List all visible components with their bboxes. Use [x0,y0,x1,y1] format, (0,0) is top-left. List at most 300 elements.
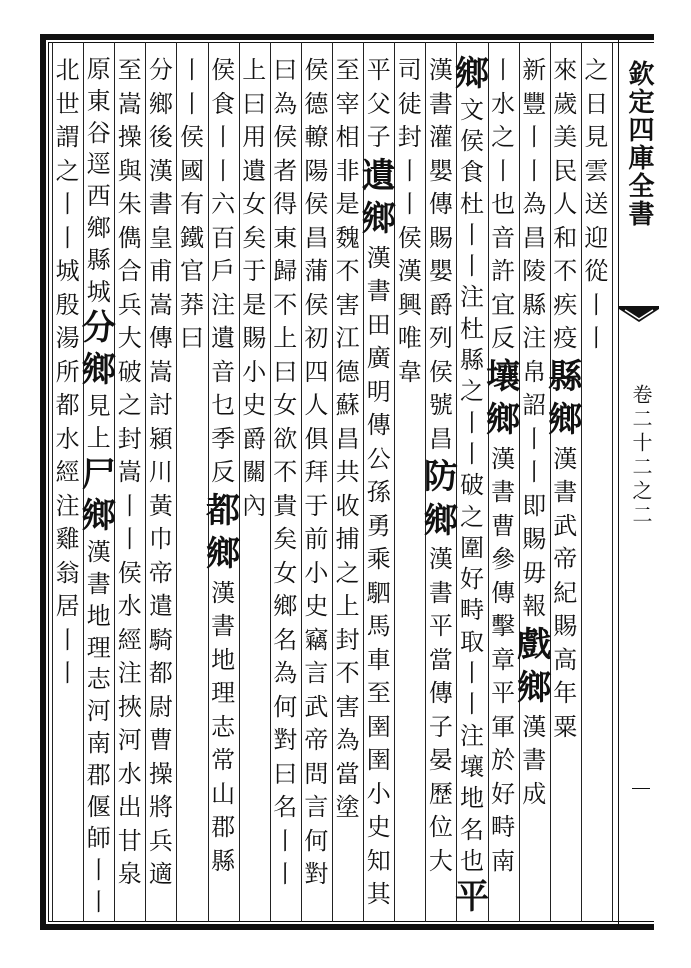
text-char: 平 [428,612,453,641]
text-char: 北 [55,56,80,84]
text-char: 上 [86,423,111,452]
text-char: 之 [584,56,609,84]
text-char: 丨 [55,190,80,218]
entry-heading-char: 壤 [486,356,521,397]
text-char: 丨 [55,223,80,252]
text-char: 昌 [335,424,360,453]
text-char: 宰 [335,89,360,118]
entry-heading-char: 戲 [517,624,552,665]
text-char: 曹 [148,726,173,754]
text-char: 書 [428,578,453,607]
text-char: 拜 [304,458,329,486]
text-char: 城 [86,277,111,306]
text-char: 郡 [211,813,236,842]
text-char: 武 [304,692,329,721]
text-char: 小 [366,779,391,808]
text-char: 食 [211,89,236,118]
text-char: 侯 [180,123,204,151]
text-char: 共 [335,458,360,486]
text-char: 即 [522,491,547,520]
text-char: 偃 [86,792,111,821]
text-char: 莽 [180,290,204,319]
text-char: 見 [584,123,609,151]
text-char: 陵 [522,257,547,285]
text-char: 原 [86,55,111,83]
text-char: 注 [55,491,80,520]
fish-tail-mark [619,306,659,324]
text-char: 漢 [553,444,578,473]
text-char: 德 [335,357,360,386]
text-char: 人 [304,391,329,419]
text-char: 平 [366,56,391,84]
text-char: 之 [117,391,142,419]
text-char: 西 [86,182,111,211]
text-char: 百 [211,223,236,252]
text-char: 水 [117,592,142,620]
text-char: 年 [553,679,578,708]
text-char: 丨 [522,156,547,185]
text-char: 挾 [117,692,142,721]
text-char: 丨 [491,56,516,84]
text-char: 迎 [584,223,609,252]
text-char: 擊 [491,612,516,641]
text-char: 壤 [460,752,484,781]
text-char: 書 [86,569,111,598]
text-char: 東 [86,86,111,115]
text-char: 南 [491,846,516,875]
text-char: 史 [242,391,267,419]
text-char: 河 [86,697,111,726]
text-char: 不 [273,458,298,486]
entry-heading-char: 防 [423,457,458,497]
text-char: 水 [55,424,80,453]
text-char: 官 [180,257,204,285]
text-column [48,54,88,914]
text-char: 昌 [522,223,547,252]
text-char: 傳 [491,578,516,607]
text-char: 遣 [148,592,173,620]
text-char: 水 [117,759,142,788]
entry-heading-char: 平 [455,877,489,918]
text-char: 車 [366,645,391,674]
text-char: 用 [242,123,267,151]
text-char: 儁 [117,223,142,252]
text-char: 蘇 [335,391,360,419]
margin-tick [632,788,650,789]
text-char: 矣 [273,525,298,553]
text-char: 東 [273,223,298,252]
text-char: 不 [273,290,298,319]
text-char: 害 [335,290,360,319]
text-char: 言 [304,793,329,821]
text-char: 大 [117,324,142,352]
text-char: 帝 [553,545,578,574]
text-char: 賜 [522,525,547,553]
text-char: 縣 [211,846,236,875]
text-char: 女 [273,558,298,587]
text-char: 後 [148,123,173,151]
text-char: 廣 [366,344,391,373]
text-char: 漢 [428,545,453,574]
text-char: 水 [491,89,516,118]
entry-heading-char: 鄉 [548,400,583,441]
text-char: 侯 [211,56,236,84]
text-char: 之 [55,156,80,185]
text-char: 和 [553,223,578,252]
text-char: 昌 [428,424,453,453]
text-char: 其 [366,880,391,909]
text-char: 成 [522,779,547,808]
text-char: 不 [335,659,360,687]
text-char: 軍 [491,712,516,741]
text-char: 為 [522,190,547,218]
text-char: 河 [117,726,142,754]
text-char: 至 [117,56,142,84]
text-char: 志 [86,665,111,694]
text-char: 好 [460,565,484,594]
text-char: 名 [273,625,298,654]
text-char: 曹 [491,511,516,540]
text-char: 書 [366,277,391,306]
text-char: 師 [86,824,111,853]
text-char: 位 [428,813,453,842]
text-char: 丨 [460,252,484,281]
text-char: 丨 [460,439,484,468]
text-char: 貴 [273,491,298,520]
text-char: 雲 [584,156,609,185]
text-char: 之 [335,558,360,587]
text-char: 于 [242,257,267,285]
text-char: 書 [148,190,173,218]
text-char: 駟 [366,578,391,607]
text-char: 漢 [522,712,547,741]
text-char: 丨 [55,625,80,654]
entry-heading-char: 分 [81,308,116,349]
text-char: 蒲 [304,257,329,285]
text-char: 丨 [55,659,80,687]
text-char: 江 [335,324,360,352]
text-char: 至 [366,679,391,708]
text-char: 兵 [148,826,173,855]
text-char: 書 [522,746,547,775]
text-char: 小 [304,558,329,587]
text-char: 相 [335,123,360,151]
text-char: 爵 [428,290,453,319]
text-char: 書 [428,89,453,118]
text-char: 圉 [366,746,391,775]
text-char: 鐵 [180,223,204,252]
text-char: 非 [335,156,360,185]
text-char: 適 [148,860,173,888]
text-char: 書 [553,478,578,507]
text-char: 興 [397,290,422,319]
text-char: 操 [148,759,173,788]
text-char: 昌 [304,223,329,252]
text-char: 對 [273,726,298,754]
text-char: 丨 [584,290,609,319]
text-char: 名 [460,815,484,844]
text-char: 明 [366,377,391,406]
text-char: 灌 [428,123,453,151]
text-char: 志 [211,712,236,741]
text-char: 圉 [366,712,391,741]
text-char: 丨 [211,123,236,151]
text-char: 食 [460,158,484,187]
text-char: 是 [242,290,267,319]
text-char: 漢 [366,243,391,272]
text-char: 所 [55,357,80,386]
text-char: 注 [117,659,142,687]
text-char: 曰 [273,56,298,84]
text-char: 地 [211,645,236,674]
text-char: 侯 [273,123,298,151]
text-char: 川 [148,458,173,486]
text-char: 美 [553,123,578,151]
text-char: 騎 [148,625,173,654]
text-char: 之 [460,502,484,531]
text-char: 杜 [460,314,484,343]
text-char: 傳 [428,679,453,708]
entry-heading-char: 鄉 [81,495,116,536]
text-char: 丨 [86,887,111,916]
text-char: 司 [397,56,422,84]
text-char: 者 [273,156,298,185]
text-char: 竊 [304,625,329,654]
text-char: 疫 [553,324,578,352]
text-char: 與 [117,156,142,185]
text-char: 詔 [522,391,547,419]
text-char: 至 [335,56,360,84]
text-char: 好 [491,779,516,808]
text-char: 漢 [397,257,422,285]
text-char: 縣 [86,245,111,274]
text-char: 傳 [366,411,391,440]
text-char: 也 [491,190,516,218]
text-char: 縣 [460,346,484,375]
text-char: 漢 [491,444,516,473]
text-char: 漢 [86,538,111,567]
text-char: 尉 [148,692,173,721]
entry-heading-char: 鄉 [517,668,552,709]
text-char: 常 [211,746,236,775]
text-char: 問 [304,759,329,788]
text-char: 丨 [397,156,422,185]
text-char: 地 [86,601,111,630]
text-char: 丨 [460,690,484,719]
text-char: 郡 [86,760,111,789]
text-char: 歸 [273,257,298,285]
text-char: 杜 [460,189,484,218]
text-char: 內 [242,491,267,520]
text-char: 父 [366,89,391,118]
text-char: 討 [148,391,173,419]
text-char: 丨 [117,491,142,520]
text-char: 於 [491,746,516,775]
text-char: 為 [335,726,360,754]
text-char: 侯 [117,558,142,587]
text-char: 巾 [148,525,173,553]
text-char: 音 [491,223,516,252]
text-char: 都 [55,391,80,419]
text-char: 曰 [273,759,298,788]
text-char: 殷 [55,290,80,319]
text-char: 史 [304,592,329,620]
text-char: 丨 [273,860,298,888]
text-char: 韋 [397,357,422,386]
text-char: 有 [180,190,204,218]
text-char: 經 [55,458,80,486]
text-char: 封 [397,123,422,151]
text-char: 是 [335,190,360,218]
text-char: 乘 [366,545,391,574]
text-char: 爵 [242,424,267,453]
text-char: 人 [553,190,578,218]
text-char: 兵 [117,290,142,319]
text-char: 反 [491,324,516,352]
text-char: 徒 [397,89,422,118]
text-char: 注 [211,290,236,319]
text-char: 欲 [273,424,298,453]
text-char: 為 [273,89,298,118]
text-char: 侯 [304,56,329,84]
text-char: 侯 [304,290,329,319]
text-char: 小 [242,357,267,386]
text-char: 圍 [460,533,484,562]
text-char: 丨 [491,156,516,185]
text-char: 嬰 [428,257,453,285]
text-char: 侯 [397,223,422,252]
text-char: 侯 [428,357,453,386]
text-char: 封 [117,424,142,453]
entry-heading-char: 鄉 [361,199,396,240]
text-char: 操 [117,123,142,151]
text-char: 德 [304,89,329,118]
text-char: 朱 [117,190,142,218]
text-char: 新 [522,56,547,84]
text-char: 經 [117,625,142,654]
text-char: 何 [273,692,298,721]
text-char: 丨 [117,525,142,553]
text-char: 號 [428,391,453,419]
text-char: 嬰 [428,156,453,185]
text-char: 注 [522,324,547,352]
text-char: 勇 [366,511,391,540]
text-char: 文 [460,95,484,124]
text-char: 子 [366,123,391,151]
text-char: 破 [117,357,142,386]
text-char: 傳 [148,324,173,352]
text-char: 豐 [522,89,547,118]
text-char: 收 [335,491,360,520]
text-char: 丨 [180,56,204,84]
text-char: 女 [273,391,298,419]
text-char: 孫 [366,478,391,507]
text-char: 南 [86,728,111,757]
text-char: 上 [273,324,298,352]
text-char: 四 [304,357,329,386]
text-char: 侯 [304,190,329,218]
text-char: 章 [491,645,516,674]
text-char: 當 [428,645,453,674]
text-char: 丨 [522,458,547,486]
text-char: 送 [584,190,609,218]
text-char: 湯 [55,324,80,352]
text-char: 武 [553,511,578,540]
text-char: 鄉 [86,213,111,242]
text-char: 合 [117,257,142,285]
text-char: 遺 [242,156,267,185]
text-char: 粟 [553,712,578,741]
text-char: 取 [460,627,484,656]
text-char: 注 [460,283,484,312]
entry-heading-char: 縣 [548,356,583,397]
text-char: 將 [148,793,173,821]
text-char: 得 [273,190,298,218]
text-char: 丨 [460,220,484,249]
text-char: 曰 [242,89,267,118]
entry-heading-char: 鄉 [486,400,521,441]
text-char: 畤 [491,813,516,842]
text-char: 城 [55,257,80,285]
text-char: 何 [304,826,329,855]
book-title: 欽定四庫全書 [624,60,654,228]
text-char: 都 [148,659,173,687]
text-char: 公 [366,444,391,473]
text-char: 音 [211,357,236,386]
text-char: 注 [460,721,484,750]
text-char: 鄉 [273,592,298,620]
text-char: 嵩 [117,458,142,486]
text-char: 曰 [180,324,204,352]
text-char: 乜 [211,391,236,419]
text-char: 上 [335,592,360,620]
text-char: 地 [460,784,484,813]
text-char: 來 [553,56,578,84]
text-char: 平 [491,679,516,708]
text-char: 丨 [522,123,547,151]
text-char: 不 [553,257,578,285]
text-char: 許 [491,257,516,285]
text-char: 民 [553,156,578,185]
text-char: 丨 [460,659,484,688]
text-char: 谷 [86,118,111,147]
text-char: 從 [584,257,609,285]
text-char: 女 [242,190,267,218]
entry-heading-char: 遺 [361,155,396,196]
text-char: 雞 [55,525,80,553]
text-char: 當 [335,759,360,788]
text-char: 害 [335,692,360,721]
text-char: 參 [491,545,516,574]
text-char: 列 [428,324,453,352]
text-char: 季 [211,424,236,453]
text-char: 居 [55,592,80,620]
text-char: 理 [211,679,236,708]
text-char: 帝 [304,726,329,754]
text-char: 宜 [491,290,516,319]
text-char: 前 [304,525,329,553]
text-char: 甘 [117,826,142,855]
text-char: 嵩 [117,89,142,118]
text-char: 六 [211,190,236,218]
text-char: 丨 [584,324,609,352]
text-char: 名 [273,793,298,821]
text-char: 疾 [553,290,578,319]
text-char: 也 [460,846,484,875]
text-char: 謂 [55,123,80,151]
text-char: 于 [304,491,329,520]
entry-heading-char: 都 [206,490,241,531]
